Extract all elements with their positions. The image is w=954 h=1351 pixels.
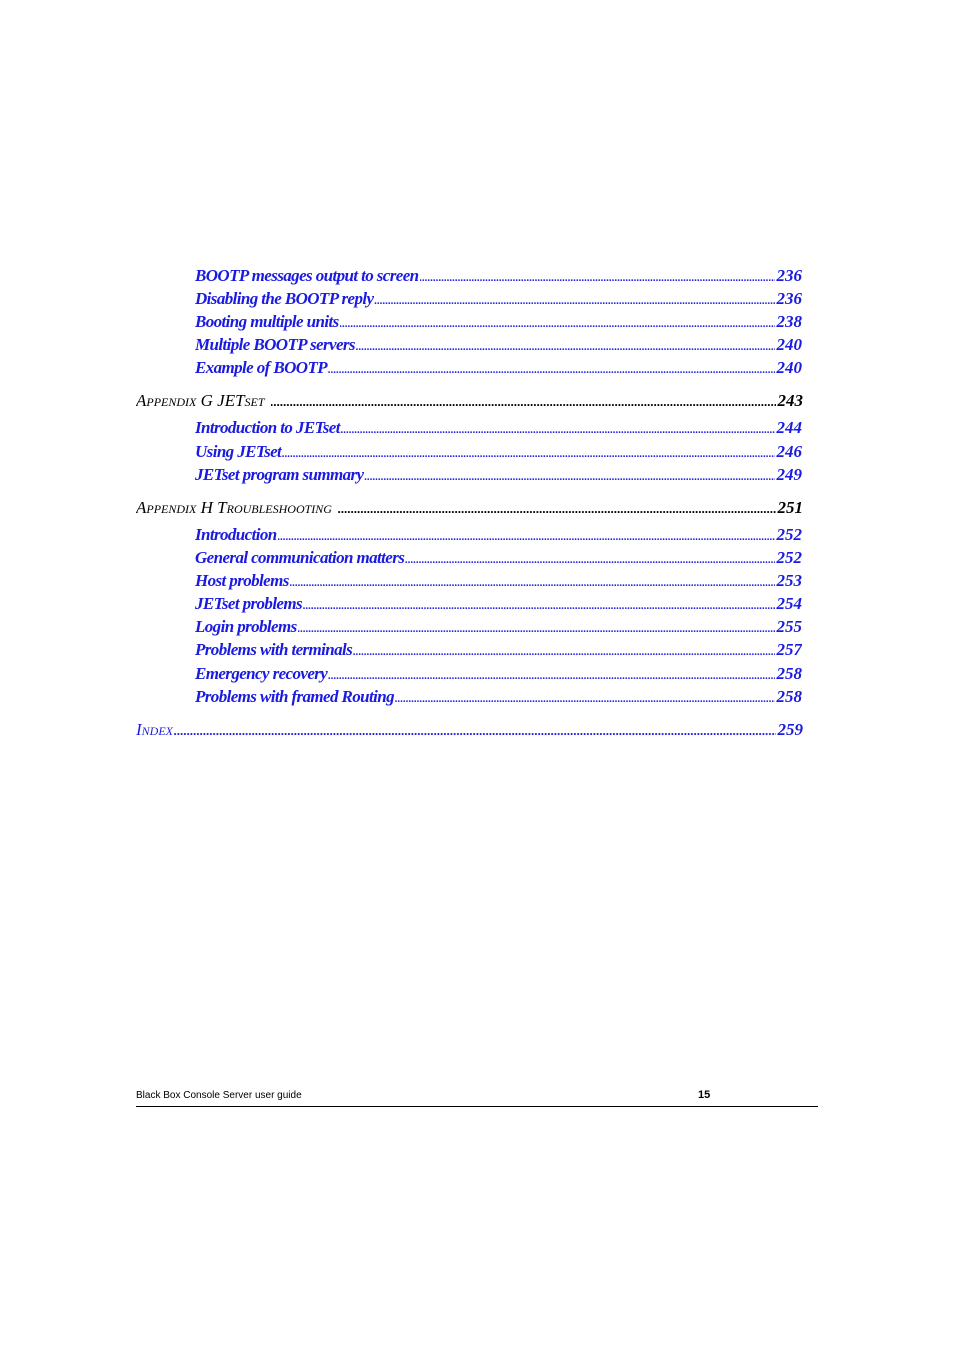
toc-entry-page: 252	[776, 525, 802, 544]
dot-leader	[303, 596, 774, 616]
toc-entry-page: 257	[776, 640, 802, 659]
toc-entry-page: 258	[776, 687, 802, 706]
toc-entry[interactable]	[195, 465, 802, 487]
dot-leader	[290, 573, 775, 593]
toc-entry-title: Emergency recovery	[195, 664, 328, 683]
dot-leader	[341, 420, 775, 440]
toc-entry-title: Problems with terminals	[195, 640, 353, 659]
toc-entry-title: General communication matters	[195, 548, 405, 567]
dot-leader	[298, 619, 775, 639]
dot-leader	[278, 527, 775, 547]
toc-entry[interactable]	[195, 335, 802, 357]
toc-entry[interactable]	[195, 525, 802, 547]
toc-entry[interactable]	[195, 418, 802, 440]
toc-entry-page: 240	[776, 358, 802, 377]
appendix-prefix: Appendix	[136, 498, 197, 517]
toc-appendix-g[interactable]	[136, 391, 803, 412]
dot-leader	[340, 314, 775, 334]
appendix-name: Troubleshooting	[217, 498, 332, 517]
toc-entry-title: Login problems	[195, 617, 297, 636]
toc-entry-page: 246	[776, 442, 802, 461]
toc-entry-page: 236	[776, 289, 802, 308]
toc-entry[interactable]	[195, 266, 802, 288]
toc-index-title: Index	[136, 720, 173, 739]
toc-appendix-h[interactable]	[136, 498, 803, 519]
toc-entry-title: Introduction	[195, 525, 277, 544]
dot-leader	[282, 444, 774, 464]
toc-entry-title: BOOTP messages output to screen	[195, 266, 419, 285]
toc-entry[interactable]	[195, 442, 802, 464]
toc-entry-title: Booting multiple units	[195, 312, 339, 331]
dot-leader	[174, 721, 776, 741]
toc-index[interactable]	[136, 720, 803, 741]
appendix-prefix: Appendix	[136, 391, 197, 410]
toc-entry[interactable]	[195, 358, 802, 380]
footer-page-number: 15	[698, 1089, 711, 1101]
dot-leader	[328, 666, 774, 686]
toc-entry-page: 252	[776, 548, 802, 567]
dot-leader	[405, 550, 774, 570]
dot-leader	[328, 360, 774, 380]
dot-leader	[420, 268, 775, 288]
dot-leader	[374, 291, 774, 311]
toc-entry[interactable]	[195, 664, 802, 686]
toc-entry[interactable]	[195, 571, 802, 593]
toc-entry[interactable]	[195, 289, 802, 311]
appendix-letter: H	[200, 498, 213, 517]
toc-entry[interactable]	[195, 548, 802, 570]
footer-divider	[136, 1106, 818, 1107]
dot-leader	[353, 642, 774, 662]
toc-entry[interactable]	[195, 312, 802, 334]
toc-appendix-title	[136, 391, 265, 411]
toc-entry-page: 258	[776, 664, 802, 683]
toc-entry-page: 255	[776, 617, 802, 636]
appendix-name: JETset	[217, 391, 265, 410]
toc-entry[interactable]	[195, 617, 802, 639]
toc-entry-page: 249	[776, 465, 802, 484]
toc-entry-page: 253	[776, 571, 802, 590]
toc-entry-title: Example of BOOTP	[195, 358, 328, 377]
appendix-letter: G	[200, 391, 213, 410]
toc-entry-title: JETset problems	[195, 594, 303, 613]
toc-appendix-page: 251	[777, 498, 803, 517]
dot-leader	[395, 689, 774, 709]
dot-leader	[271, 392, 776, 412]
toc-appendix-page: 243	[777, 391, 803, 410]
toc-entry-page: 254	[776, 594, 802, 613]
toc-entry-title: Problems with framed Routing	[195, 687, 395, 706]
toc-entry[interactable]	[195, 594, 802, 616]
toc-entry-title: JETset program summary	[195, 465, 364, 484]
toc-entry-title: Introduction to JETset	[195, 418, 340, 437]
toc-entry-title: Disabling the BOOTP reply	[195, 289, 374, 308]
toc-entry[interactable]	[195, 687, 802, 709]
toc-entry[interactable]	[195, 640, 802, 662]
toc-entry-title: Multiple BOOTP servers	[195, 335, 355, 354]
toc-entry-title: Host problems	[195, 571, 289, 590]
toc-entry-page: 244	[776, 418, 802, 437]
toc-appendix-title	[136, 498, 332, 518]
toc-entry-title: Using JETset	[195, 442, 282, 461]
dot-leader	[364, 467, 774, 487]
toc-entry-page: 238	[776, 312, 802, 331]
toc-entry-page: 240	[776, 335, 802, 354]
toc-entry-page: 236	[776, 266, 802, 285]
toc-index-page: 259	[777, 720, 803, 739]
dot-leader	[356, 337, 775, 357]
footer-document-title: Black Box Console Server user guide	[136, 1090, 302, 1101]
dot-leader	[338, 499, 776, 519]
